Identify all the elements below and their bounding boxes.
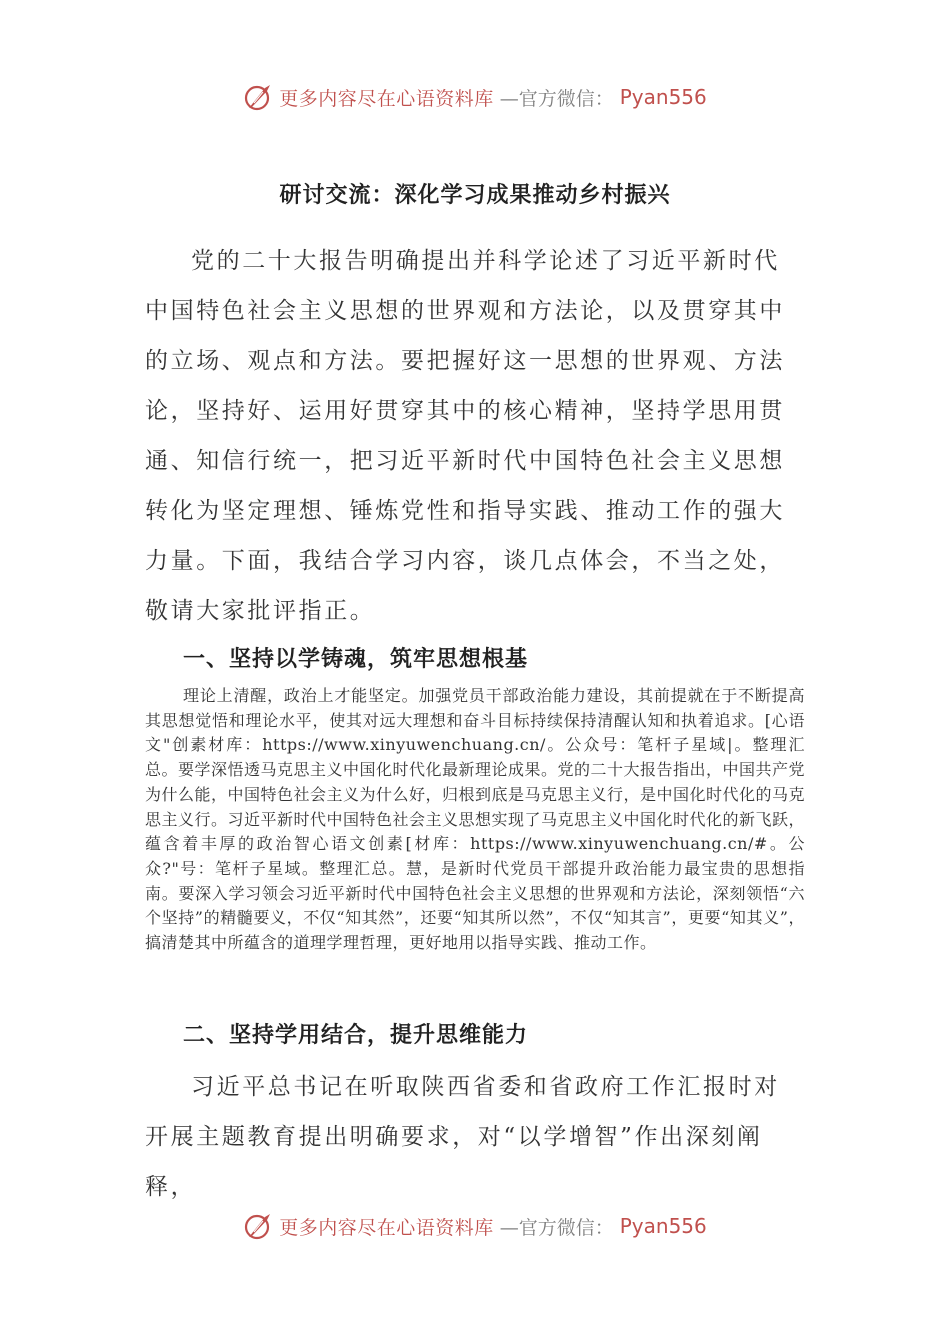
footer-banner [0, 1211, 950, 1241]
section-2-heading: 二、坚持学用结合，提升思维能力 [183, 1022, 529, 1048]
section-1-body: 理论上清醒，政治上才能坚定。加强党员干部政治能力建设，其前提就在于不断提高其思想觉悟和理论水平，使其对远大理想和奋斗目标持续保持清醒认知和执着追求。[心语文"创素材库：https://www.xinyuwenchuang.cn/。公众号：笔杆子星域|。整理汇总。要学深悟透马克思主义中国化时代化最新理论成果。党的二十大报告指出，中国共产党为什么能，中国特色社会主义为什么好，归根到底是马克思主义行，是中国化时代化的马克思主义行。习近平新时代中国特色社会主义思想实现了马克思主义中国化时代化的新飞跃，蕴含着丰厚的政治智心语文创素[材库：https://www.xinyuwenchuang.cn/#。公众?"号：笔杆子星域。整理汇总。慧，是新时代党员干部提升政治能力最宝贵的思想指南。要深入学习领会习近平新时代中国特色社会主义思想的世界观和方法论，深刻领悟“六个坚持”的精髓要义，不仅“知其然”，还要“知其所以然”，不仅“知其言”，更要“知其义”，搞清楚其中所蕴含的道理学理哲理，更好地用以指导实践、推动工作。 [145, 686, 806, 953]
quill-pen-circle-icon [243, 1211, 273, 1241]
intro-paragraph: 党的二十大报告明确提出并科学论述了习近平新时代中国特色社会主义思想的世界观和方法论，以及贯穿其中的立场、观点和方法。要把握好这一思想的世界观、方法论，坚持好、运用好贯穿其中的核心精神，坚持学思用贯通、知信行统一，把习近平新时代中国特色社会主义思想转化为坚定理想、锤炼党性和指导实践、推动工作的强大力量。下面，我结合学习内容，谈几点体会，不当之处，敬请大家批评指正。 [145, 248, 785, 624]
header-banner [0, 82, 950, 112]
banner-wechat-id: Pyan556 [619, 1214, 707, 1238]
banner-site-text: 更多内容尽在心语资料库 [279, 87, 494, 110]
section-2-body: 习近平总书记在听取陕西省委和省政府工作汇报时对开展主题教育提出明确要求，对“以学增智”作出深刻阐释， [145, 1074, 780, 1200]
banner-wechat-id: Pyan556 [619, 85, 707, 109]
quill-pen-circle-icon [243, 82, 273, 112]
section-1-heading: 一、坚持以学铸魂，筑牢思想根基 [183, 646, 529, 672]
banner-contact-label: —官方微信： [499, 87, 614, 110]
document-title: 研讨交流：深化学习成果推动乡村振兴 [279, 182, 671, 208]
banner-site-text: 更多内容尽在心语资料库 [279, 1216, 494, 1239]
banner-contact-label: —官方微信： [499, 1216, 614, 1239]
